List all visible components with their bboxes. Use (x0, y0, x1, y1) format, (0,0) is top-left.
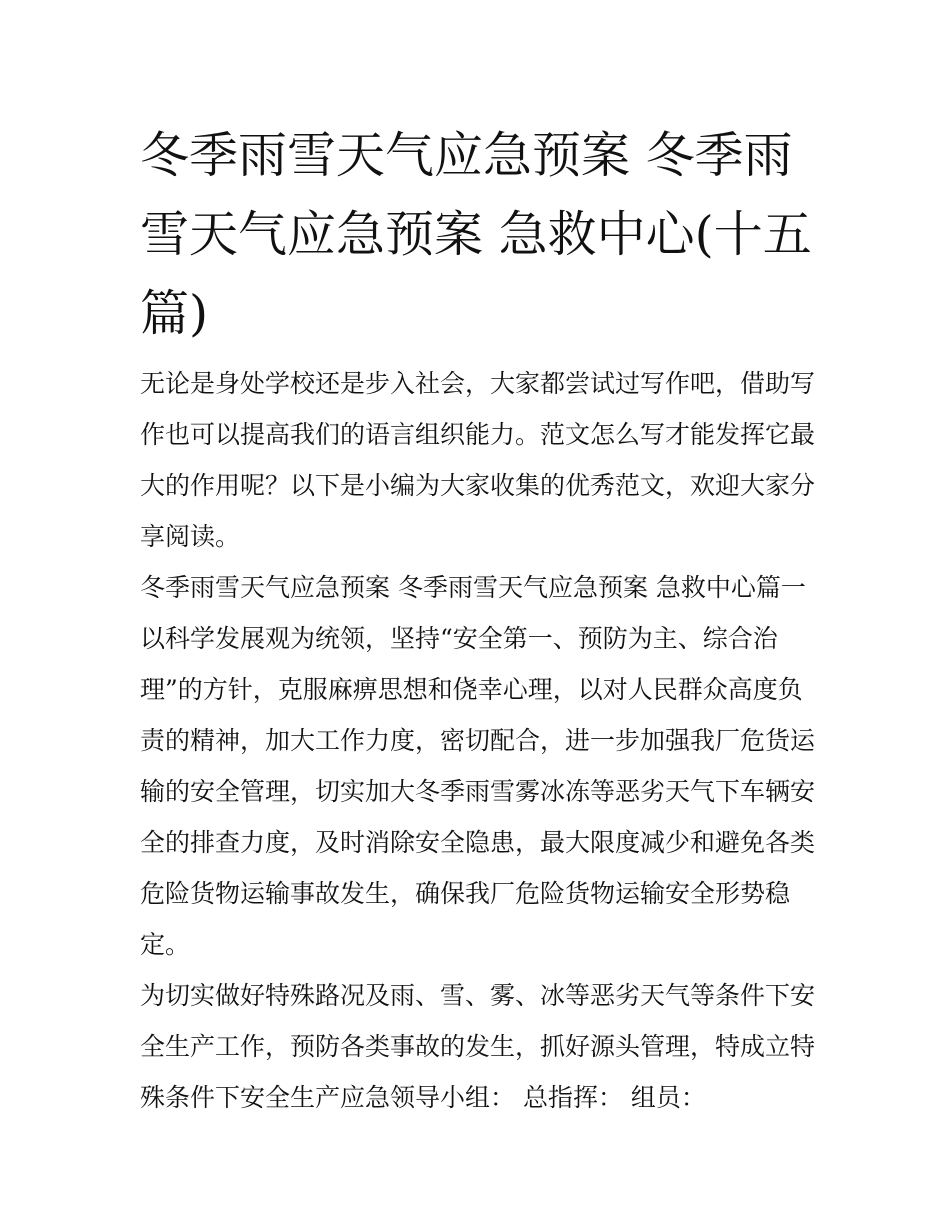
body-paragraph: 以科学发展观为统领，坚持“安全第一、预防为主、综合治理”的方针，克服麻痹思想和侥幸心理，以对人民群众高度负责的精神，加大工作力度，密切配合，进一步加强我厂危货运输的安全管理，切实加大冬季雨雪雾冰冻等恶劣天气下车辆安全的排查力度，及时消除安全隐患，最大限度减少和避免各类危险货物运输事故发生，确保我厂危险货物运输安全形势稳定。 (140, 624, 816, 959)
intro-paragraph: 无论是身处学校还是步入社会，大家都尝试过写作吧，借助写作也可以提高我们的语言组织能力。范文怎么写才能发挥它最大的作用呢？以下是小编为大家收集的优秀范文，欢迎大家分享阅读。 (140, 369, 816, 551)
section-heading: 冬季雨雪天气应急预案 冬季雨雪天气应急预案 急救中心篇一 (140, 573, 806, 602)
body-paragraph: 为切实做好特殊路况及雨、雪、雾、冰等恶劣天气等条件下安全生产工作，预防各类事故的发生，抓好源头管理，特成立特殊条件下安全生产应急领导小组： 总指挥： 组员： (140, 981, 816, 1112)
document-body (140, 358, 816, 1123)
document-title: 冬季雨雪天气应急预案 冬季雨雪天气应急预案 急救中心(十五篇) (140, 127, 812, 342)
